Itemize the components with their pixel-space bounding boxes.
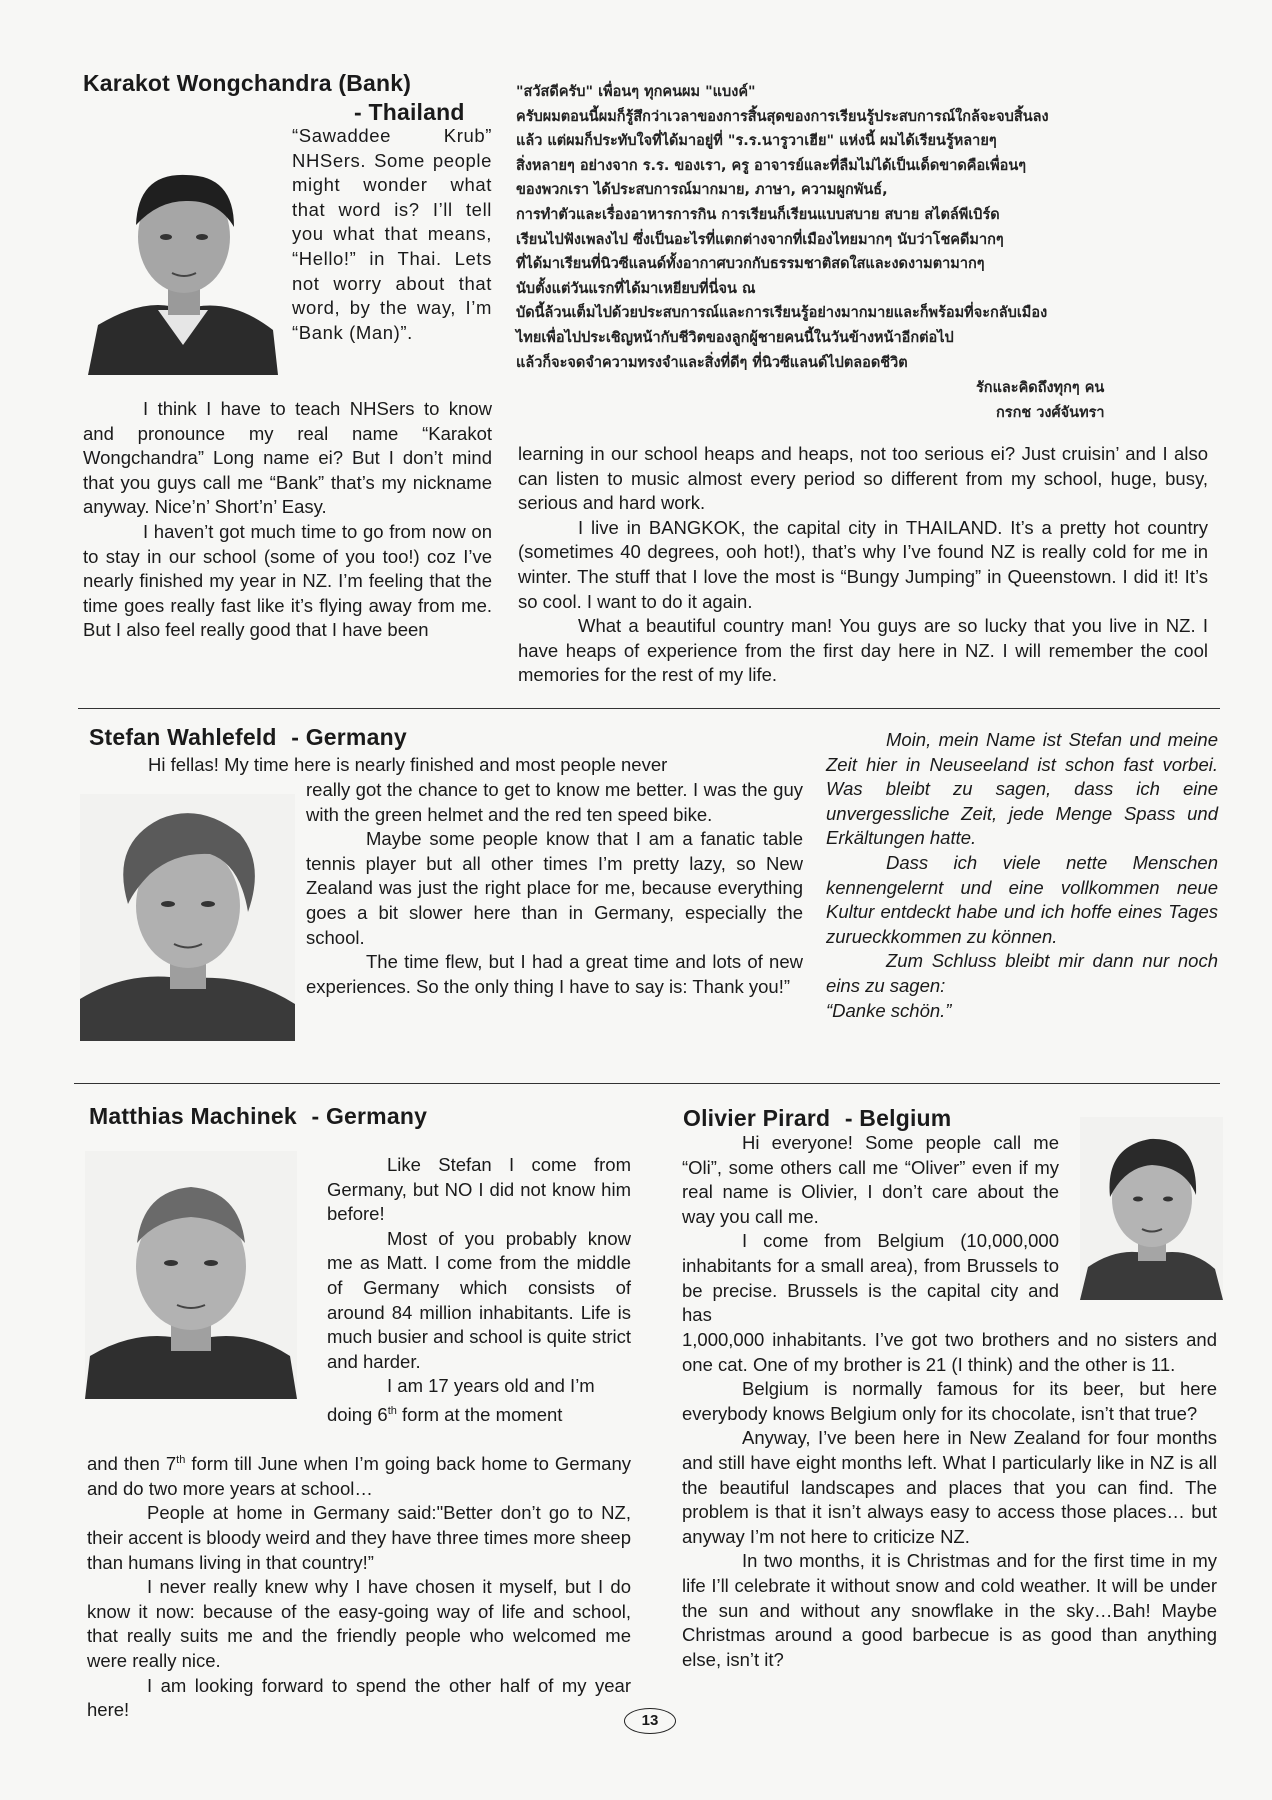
matthias-top-column: [327, 1153, 631, 1428]
matthias-name-heading: [89, 1103, 427, 1130]
matthias-photo: [85, 1151, 297, 1399]
thai-line: ของพวกเรา ได้ประสบการณ์มากมาย, ภาษา, ความผูกพันธ์,: [516, 182, 888, 199]
karakot-right-column: [518, 442, 1208, 688]
stefan-german-paragraph: Zum Schluss bleibt mir dann nur noch eins zu sagen:: [826, 950, 1218, 996]
stefan-photo: [80, 794, 295, 1041]
olivier-name: Olivier Pirard: [683, 1105, 831, 1131]
stefan-country: - Germany: [291, 724, 407, 750]
matthias-text: and then 7: [87, 1453, 177, 1475]
student-portrait-photo-icon: [85, 1151, 297, 1399]
karakot-country-heading: - Thailand: [354, 99, 465, 125]
olivier-photo: [1080, 1117, 1223, 1300]
thai-line: ครับผมตอนนี้ผมก็รู้สึกว่าเวลาของการสิ้นสุดของการเรียนรู้ประสบการณ์ใกล้จะจบสิ้นลง: [516, 108, 1049, 125]
thai-line: "สวัสดีครับ" เพื่อนๆ ทุกคนผม "แบงค์": [516, 84, 756, 100]
karakot-paragraph: “Sawaddee Krub” NHSers. Some people might wonder what that word is? I’ll tell you what that means, “Hello!” in Thai. Lets not worry about that word, by the way, I’m “Bank (Man)”.: [292, 125, 492, 343]
stefan-paragraph: really got the chance to get to know me better. I was the guy with the green helmet and the red ten speed bike.: [306, 779, 803, 825]
karakot-intro-text: [292, 124, 492, 345]
karakot-paragraph: I live in BANGKOK, the capital city in THAILAND. It’s a pretty hot country (sometimes 40 degrees, ooh hot!), that’s why I’ve found NZ is really cold for me in winter. The stuff that I love the most is “Bungy Jumping” in Queenstown. I did it! It’s so cool. I want to do it again.: [518, 516, 1208, 612]
olivier-paragraph: Belgium is normally famous for its beer, but here everybody knows Belgium only for its chocolate, isn’t that true?: [682, 1378, 1217, 1424]
student-portrait-photo-icon: [80, 794, 295, 1041]
olivier-paragraph: I come from Belgium (10,000,000 inhabitants for a small area), from Brussels to be precise. Brussels is the capital city and has: [682, 1230, 1059, 1326]
stefan-german-paragraph: Dass ich viele nette Menschen kennengelernt und eine vollkommen neue Kultur entdeckt habe und ich hoffe eines Tages zurueckkommen zu können.: [826, 851, 1218, 947]
matthias-paragraph: Most of you probably know me as Matt. I come from the middle of Germany which consists of around 84 million inhabitants. Life is much busier and school is quite strict and harder.: [327, 1227, 631, 1372]
stefan-name: Stefan Wahlefeld: [89, 724, 277, 750]
matthias-name: Matthias Machinek: [89, 1103, 297, 1129]
matthias-text: form at the moment: [396, 1404, 563, 1426]
thai-line: แล้วก็จะจดจำความทรงจำและสิ่งที่ดีๆ ที่นิวซีแลนด์ไปตลอดชีวิต: [516, 354, 908, 371]
olivier-paragraph: Hi everyone! Some people call me “Oli”, some others call me “Oliver” even if my real name is Olivier, I don’t care about the way you call me.: [682, 1132, 1059, 1227]
karakot-name-heading: Karakot Wongchandra (Bank): [83, 70, 412, 96]
olivier-bottom-column: [682, 1328, 1217, 1672]
stefan-paragraph: The time flew, but I had a great time and lots of new experiences. So the only thing I have to say is: Thank you!”: [306, 951, 803, 997]
olivier-name-heading: [683, 1105, 951, 1132]
thai-line: เรียนไปฟังเพลงไป ซึ่งเป็นอะไรที่แตกต่างจากที่เมืองไทยมากๆ นับว่าโชคดีมากๆ: [516, 231, 1004, 248]
matthias-paragraph: I never really knew why I have chosen it myself, but I do know it now: because of the easy-going way of life and school, that really suits me and the friendly people who welcomed me were really nice.: [87, 1576, 631, 1671]
karakot-paragraph: What a beautiful country man! You guys are so lucky that you live in NZ. I have heaps of experience from the first day here in NZ. I will remember the cool memories for the rest of my life.: [518, 615, 1208, 686]
matthias-superscript: th: [387, 1404, 397, 1417]
olivier-paragraph: 1,000,000 inhabitants. I’ve got two brothers and no sisters and one cat. One of my brother is 21 (I think) and the other is 11.: [682, 1329, 1217, 1375]
matthias-text: form till June when I’m going back home to Germany and do two more years at school…: [87, 1453, 631, 1499]
thai-line: ที่ได้มาเรียนที่นิวซีแลนด์ทั้งอากาศบวกกับธรรมชาติสดใสและงดงามตามากๆ: [516, 256, 985, 273]
stefan-german-paragraph: Moin, mein Name ist Stefan und meine Zeit hier in Neuseeland ist schon fast vorbei. Was bleibt zu sagen, dass ich eine unvergessliche Zeit, jede Menge Spass und Erkältungen hatte.: [826, 729, 1218, 849]
thai-line: นับตั้งแต่วันแรกที่ได้มาเหยียบที่นี่จน ณ: [516, 280, 756, 297]
thai-line: การทำตัวและเรื่องอาหารการกิน การเรียนก็เรียนแบบสบาย สบาย สไตล์พีเบิร์ด: [516, 206, 1000, 223]
karakot-photo: [88, 145, 278, 375]
student-portrait-photo-icon: [88, 145, 278, 375]
thai-signoff-2: กรกช วงศ์จันทรา: [996, 405, 1105, 421]
matthias-paragraph: I am looking forward to spend the other half of my year here!: [87, 1674, 631, 1721]
thai-line: บัดนี้ล้วนเต็มไปด้วยประสบการณ์และการเรียนรู้อย่างมากมายและก็พร้อมที่จะกลับเมือง: [516, 305, 1048, 322]
stefan-german-column: [826, 728, 1218, 1023]
matthias-bottom-column: [87, 1448, 631, 1723]
stefan-first-line: Hi fellas! My time here is nearly finished and most people never: [148, 754, 668, 775]
matthias-paragraph: [87, 1448, 631, 1501]
thai-signoff-1: รักและคิดถึงทุกๆ คน: [976, 380, 1105, 396]
karakot-left-column: [83, 397, 492, 643]
thai-line: สิ่งหลายๆ อย่างจาก ร.ร. ของเรา, ครู อาจารย์และที่ลืมไม่ได้เป็นเด็ดขาดคือเพื่อนๆ: [516, 157, 1027, 174]
matthias-paragraph: People at home in Germany said:"Better don’t go to NZ, their accent is bloody weird and they have three times more sheep than humans living in that country!”: [87, 1502, 631, 1573]
stefan-german-paragraph: “Danke schön.”: [826, 999, 952, 1021]
page-number: 13: [624, 1708, 676, 1734]
olivier-paragraph: In two months, it is Christmas and for the first time in my life I’ll celebrate it without snow and cold weather. It will be under the sun and without any snowflake in the sky…Bah! Maybe Christmas around a good barbecue is as good than anything else, isn’t it?: [682, 1550, 1217, 1670]
matthias-country: - Germany: [311, 1103, 428, 1129]
olivier-paragraph: Anyway, I’ve been here in New Zealand for four months and still have eight months left. What I particularly like in NZ is all the beautiful landscapes and places that you can find. The problem is that it isn’t always easy to access those places… but anyway I’m not here to criticize NZ.: [682, 1427, 1217, 1547]
matthias-text: doing 6: [327, 1404, 388, 1426]
stefan-name-heading: [89, 724, 407, 751]
karakot-thai-text: [516, 80, 1216, 375]
stefan-english-column: [306, 778, 803, 999]
karakot-paragraph: I haven’t got much time to go from now on to stay in our school (some of you too!) coz I’ve nearly finished my year in NZ. I’m feeling that the time goes really fast like it’s flying away from me. But I also feel really good that I have been: [83, 520, 492, 641]
section-divider: [78, 708, 1220, 709]
thai-line: แล้ว แต่ผมก็ประทับใจที่ได้มาอยู่ที่ "ร.ร.นารูวาเฮีย" แห่งนี้ ผมได้เรียนรู้หลายๆ: [516, 133, 997, 150]
matthias-paragraph-line: [327, 1399, 631, 1428]
karakot-paragraph: I think I have to teach NHSers to know and pronounce my real name “Karakot Wongchandra” Long name ei? But I don’t mind that you guys call me “Bank” that’s my nickname anyway. Nice’n’ Short’n’ Easy.: [83, 398, 492, 518]
matthias-paragraph: Like Stefan I come from Germany, but NO I did not know him before!: [327, 1154, 631, 1225]
matthias-superscript: th: [176, 1454, 186, 1466]
thai-line: ไทยเพื่อไปประเชิญหน้ากับชีวิตของลูกผู้ชายคนนี้ในวันข้างหน้าอีกต่อไป: [516, 329, 954, 346]
stefan-paragraph: Maybe some people know that I am a fanatic table tennis player but all other times I’m pretty lazy, so New Zealand was just the right place for me, because everything goes a bit slower here than in Germany, especially the school.: [306, 828, 803, 948]
matthias-paragraph: I am 17 years old and I’m: [387, 1375, 595, 1397]
student-portrait-photo-icon: [1080, 1117, 1223, 1300]
olivier-top-column: [682, 1131, 1059, 1328]
section-divider: [74, 1083, 1220, 1084]
olivier-country: - Belgium: [844, 1105, 952, 1131]
karakot-paragraph: learning in our school heaps and heaps, not too serious ei? Just cruisin’ and I also can listen to music almost every period so different from my school, huge, busy, serious and hard work.: [518, 443, 1208, 514]
